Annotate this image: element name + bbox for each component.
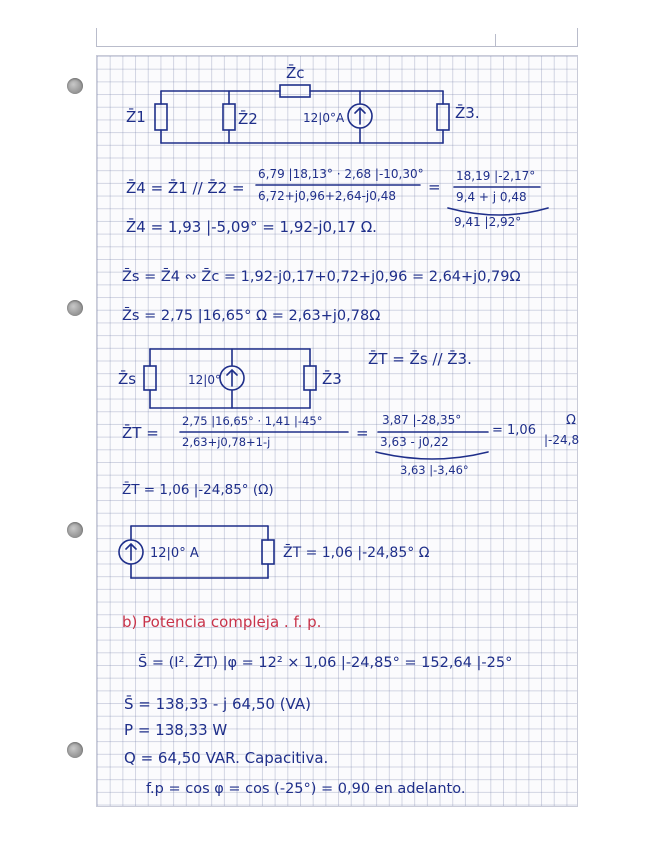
label-source-2: 12|0° — [188, 373, 221, 387]
zt-equals: = — [356, 424, 369, 442]
zt-lhs: Z̄T = — [122, 424, 159, 442]
zs-line-1: Z̄s = Z̄4 ∾ Z̄c = 1,92-j0,17+0,72+j0,96 = 2,64+j0,79Ω — [122, 269, 521, 285]
z4-result: Z̄4 = 1,93 |-5,09° = 1,92-j0,17 Ω. — [126, 218, 377, 236]
s-line-2: S̄ = 138,33 - j 64,50 (VA) — [124, 695, 311, 713]
impedance-zs — [144, 366, 156, 390]
s-line-3: P = 138,33 W — [124, 721, 228, 739]
label-source-3: 12|0° A — [150, 546, 199, 561]
zt-numerator: 2,75 |16,65° · 1,41 |-45° — [182, 414, 323, 428]
label-z3: Z̄3. — [455, 104, 480, 122]
circuit-2 — [144, 349, 316, 408]
impedance-zt — [262, 540, 274, 564]
label-zc: Z̄c — [286, 64, 305, 82]
zt-relation: Z̄T = Z̄s // Z̄3. — [368, 350, 472, 368]
impedance-z2 — [223, 104, 235, 130]
section-b-heading: b) Potencia compleja . f. p. — [122, 613, 322, 631]
z4-equals: = — [428, 178, 441, 196]
z4-denominator: 6,72+j0,96+2,64-j0,48 — [258, 189, 396, 203]
zt-result-polar: 3,63 |-3,46° — [400, 463, 469, 477]
impedance-z3 — [437, 104, 449, 130]
label-z2: Z̄2 — [238, 110, 258, 128]
zt-denominator: 2,63+j0,78+1-j — [182, 435, 271, 449]
zt-result: Z̄T = 1,06 |-24,85° (Ω) — [122, 482, 274, 498]
z4-result-polar: 9,41 |2,92° — [454, 215, 522, 229]
s-line-1: S̄ = (I². Z̄T) |φ = 12² × 1,06 |-24,85° = 152,64 |-25° — [138, 655, 513, 671]
z4-result-denominator: 9,4 + j 0,48 — [456, 190, 527, 204]
impedance-zc — [280, 85, 310, 97]
zt-magnitude: = 1,06 — [492, 423, 536, 438]
z4-result-numerator: 18,19 |-2,17° — [456, 169, 536, 183]
zs-line-2: Z̄s = 2,75 |16,65° Ω = 2,63+j0,78Ω — [122, 308, 381, 324]
s-line-5: f.p = cos φ = cos (-25°) = 0,90 en adelanto. — [146, 781, 466, 797]
label-zt: Z̄T = 1,06 |-24,85° Ω — [283, 545, 430, 561]
brace-z4 — [448, 208, 548, 215]
impedance-z3-b — [304, 366, 316, 390]
zt-result-denominator: 3,63 - j0,22 — [380, 435, 449, 449]
label-z1: Z̄1 — [126, 108, 146, 126]
z4-lhs: Z̄4 = Z̄1 // Z̄2 = — [126, 179, 245, 197]
z4-numerator: 6,79 |18,13° · 2,68 |-10,30° — [258, 167, 424, 181]
brace-zt — [376, 452, 488, 459]
zt-angle: |-24,8 — [544, 433, 580, 447]
s-line-4: Q = 64,50 VAR. Capacitiva. — [124, 749, 329, 767]
label-zs: Z̄s — [118, 370, 137, 388]
label-z3-b: Z̄3 — [322, 370, 342, 388]
impedance-z1 — [155, 104, 167, 130]
zt-result-numerator: 3,87 |-28,35° — [382, 413, 462, 427]
circuit-1 — [155, 85, 449, 143]
zt-unit: Ω — [566, 413, 576, 428]
label-source-1: 12|0°A — [303, 111, 345, 125]
